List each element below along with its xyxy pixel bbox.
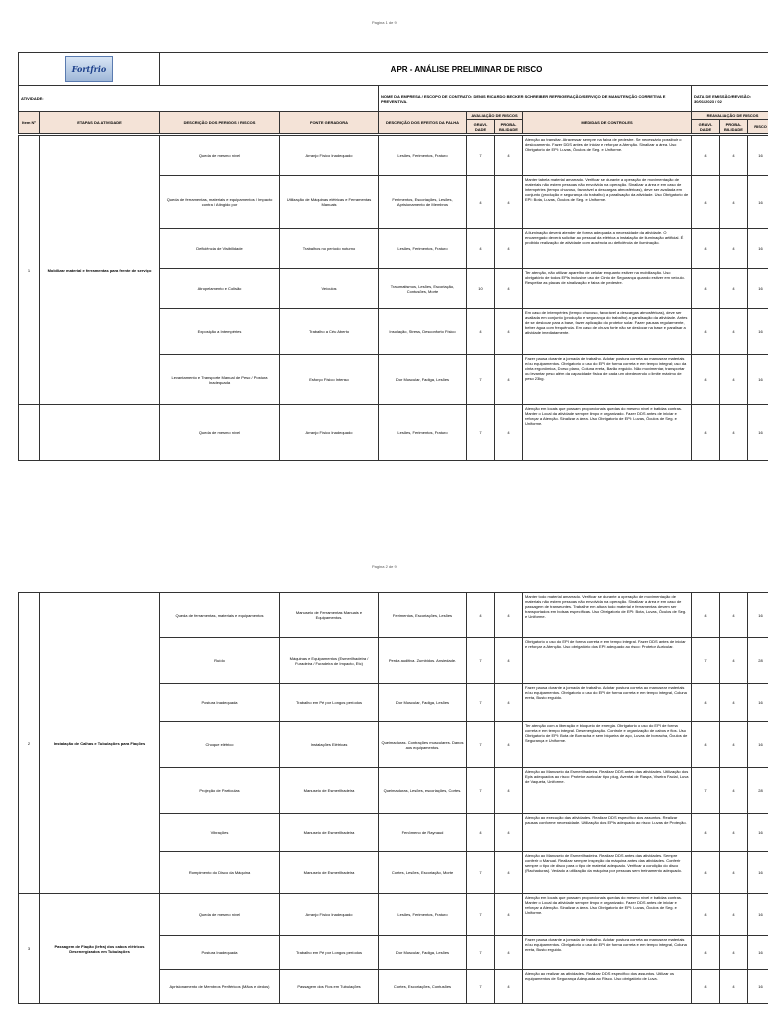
col-item: Item Nº (19, 112, 40, 134)
risco-cell: 16 (748, 355, 768, 405)
perigo-cell: Projeção de Partículas (160, 768, 280, 814)
col-fonte: FONTE GERADORA (280, 112, 379, 134)
fonte-cell: Instalações Elétricas (280, 722, 379, 768)
efeitos-cell: Dor Muscular, Fadiga, Lesões (379, 684, 467, 722)
perigo-cell: Rompimento do Disco da Máquina (160, 852, 280, 894)
perigo-cell: Queda de ferramentas, materiais e equipamentos (160, 593, 280, 638)
risco-cell: 16 (748, 894, 768, 936)
apr-header-table (18, 52, 768, 134)
risco-cell: 16 (748, 684, 768, 722)
gravidade2-cell: 4 (692, 269, 720, 309)
probabilidade2-cell: 4 (720, 768, 748, 814)
probabilidade-cell: 4 (495, 722, 523, 768)
col-gravidade-2: GRAVI-DADE (692, 120, 720, 134)
risco-cell: 16 (748, 176, 768, 229)
gravidade2-cell: 4 (692, 722, 720, 768)
item-number: 1 (19, 136, 40, 405)
risco-cell: 28 (748, 638, 768, 684)
gravidade2-cell: 4 (692, 136, 720, 176)
risco-cell: 28 (748, 768, 768, 814)
probabilidade2-cell: 4 (720, 593, 748, 638)
probabilidade-cell: 4 (495, 894, 523, 936)
perigo-cell: Choque elétrico (160, 722, 280, 768)
efeitos-cell: Perda auditiva. Zumbidos. Ansiedade. (379, 638, 467, 684)
probabilidade-cell: 4 (495, 176, 523, 229)
medidas-cell: Manter todo material amarrado. Verificar se durante a operação de movimentação de materiais não estem pessoas não envolvida na operação. Sinalizar a área e em caso de passagem de transeuntes. Trabalhe em altura todo material e ferramentas devem ser transportados em bolsas específicas. Uso Obrigatorio de EPI: Bota, Luvas, Óculos de Seg. e Uniforme. (523, 593, 692, 638)
risco-cell: 16 (748, 269, 768, 309)
gravidade2-cell: 7 (692, 638, 720, 684)
col-perigos: DESCRIÇÃO DOS PERIGOS / RISCOS (160, 112, 280, 134)
probabilidade2-cell: 4 (720, 894, 748, 936)
medidas-cell: Atenção ao execução das atividades. Realizar DDS específico dos assuntos. Realizar pausas conforme necessidade. Utilização dos EPIs adequado ao risco: Luvas de Proteção. (523, 814, 692, 852)
gravidade-cell: 7 (467, 936, 495, 970)
gravidade-cell: 7 (467, 355, 495, 405)
probabilidade2-cell: 4 (720, 355, 748, 405)
probabilidade2-cell: 4 (720, 229, 748, 269)
probabilidade-cell: 4 (495, 593, 523, 638)
document-title: APR - ANÁLISE PRELIMINAR DE RISCO (160, 53, 768, 86)
probabilidade2-cell: 4 (720, 970, 748, 1004)
gravidade2-cell: 4 (692, 852, 720, 894)
perigo-cell: Levantamento e Transporte Manual de Peso / Postura Inadequada (160, 355, 280, 405)
risco-cell: 16 (748, 970, 768, 1004)
gravidade2-cell: 4 (692, 309, 720, 355)
perigo-cell: Queda de ferramentas, materiais e equipamentos / Impacto contra / Atingido por (160, 176, 280, 229)
table-row (19, 405, 768, 461)
efeitos-cell: Dor Muscular, Fadiga, Lesões (379, 355, 467, 405)
probabilidade-cell: 4 (495, 355, 523, 405)
gravidade2-cell: 4 (692, 229, 720, 269)
medidas-cell: Atenção em locais que possam proporcionais quedas do mesmo nível e batidas contras. Manter o Local da atividade sempre limpo e organizado. Fazer DDS antes de iniciar e reforçar a Atenção. Sinalizar a área. Uso Obrigatorio de EPI: Luvas, Óculos de Seg. e Uniforme. (523, 894, 692, 936)
fonte-cell: Manuseio de Esmerilhadeira (280, 814, 379, 852)
medidas-cell: Atenção ao Manuseio da Esmerilhadeira. Realizar DDS antes das atividades. Utilização dos Epis adequados ao risco: Protetor auricular tipo plug, Avental de Raspa, Viseira Facial, Luva de Vaqueta, Uniforme. (523, 768, 692, 814)
probabilidade-cell: 4 (495, 136, 523, 176)
perigo-cell: Queda de mesmo nível (160, 136, 280, 176)
probabilidade-cell: 4 (495, 269, 523, 309)
fonte-cell: Trabalho a Céu Aberto (280, 309, 379, 355)
medidas-cell: Fazer pausa durante a jornada de trabalho. Adotar postura correta ao manusear materiais e/ou equipamentos. Obrigatorio o uso do EPI de forma correta e em tempo integral; uso da cinta ergonômica, Dorso plano, Coluna ereta, Barão erguido. Não movimentar, transportar ou levantar peso além da capacidade física de cada um obedecendo o limite máximo de peso 23kg. (523, 355, 692, 405)
efeitos-cell: Traumatismos, Lesões, Escoriação, Contusões, Morte (379, 269, 467, 309)
medidas-cell: Atenção ao transitar. Atravessar sempre na faixa de pedestre. Se necessário possibuir o deslocamento. Fazer DDS antes de iniciar e reforçar a Atenção. Sinalizar a área. Uso Obrigatorio de EPI: Luvas, Óculos de Seg. e Uniforme. (523, 136, 692, 176)
perigo-cell: Postura Inadequada (160, 684, 280, 722)
efeitos-cell: Ferimentos, Escoriações, Lesões, Aprisionamento de Membros (379, 176, 467, 229)
probabilidade2-cell: 4 (720, 722, 748, 768)
perigo-cell: Queda de mesmo nível (160, 894, 280, 936)
probabilidade2-cell: 4 (720, 936, 748, 970)
gravidade2-cell: 4 (692, 405, 720, 461)
item-number: 2 (19, 593, 40, 894)
perigo-cell: Aprisionamento de Membros Periféricos (Mãos e dedos) (160, 970, 280, 1004)
gravidade-cell: 7 (467, 970, 495, 1004)
gravidade-cell: 7 (467, 852, 495, 894)
fonte-cell: Arranjo Físico Inadequado (280, 405, 379, 461)
table-row (19, 593, 768, 638)
col-probabilidade-2: PROBA-BILIDADE (720, 120, 748, 134)
gravidade-cell: 4 (467, 593, 495, 638)
efeitos-cell: Queimaduras, Lesões, escoriações, Cortes. (379, 768, 467, 814)
fonte-cell: Arranjo Físico Inadequado (280, 894, 379, 936)
medidas-cell: Atenção ao Manuseio de Esmerilhadeira. Realizar DDS antes das atividades. Sempre conferir o Manual. Realizar sempre inspeção da máquina antes das atividades. Conferir sempre o tipo de disco para o tipo de material adequado. Verificar a condição do disco (Rachaduras). Vedado a utilização da máquina por pessoas sem treinamento adequado. (523, 852, 692, 894)
perigo-cell: Atropelamento e Colisão (160, 269, 280, 309)
risco-cell: 16 (748, 936, 768, 970)
risco-cell: 16 (748, 136, 768, 176)
logo-cell (19, 53, 160, 86)
probabilidade-cell: 4 (495, 852, 523, 894)
apr-table-page1 (18, 135, 768, 461)
fonte-cell: Manuseio de Esmerilhadeira (280, 852, 379, 894)
efeitos-cell: Lesões, Ferimentos, Fraturo (379, 229, 467, 269)
gravidade2-cell: 4 (692, 355, 720, 405)
fonte-cell: Trabalho em Pé por Longos períodos (280, 936, 379, 970)
gravidade-cell: 7 (467, 405, 495, 461)
gravidade2-cell: 4 (692, 593, 720, 638)
fonte-cell: Utilização de Máquinas elétricas e Ferramentas Manuais (280, 176, 379, 229)
probabilidade2-cell: 4 (720, 136, 748, 176)
gravidade-cell: 7 (467, 768, 495, 814)
perigo-cell: Ruído (160, 638, 280, 684)
perigo-cell: Queda de mesmo nível (160, 405, 280, 461)
perigo-cell: Postura Inadequada (160, 936, 280, 970)
etapa-label: Passagem de Fiação (lefra) dos cabos elétricos Desenergizados em Tubulações (40, 894, 160, 1004)
col-medidas: MEDIDAS DE CONTROLES (523, 112, 692, 134)
col-gravidade: GRAVI-DADE (467, 120, 495, 134)
medidas-cell: Fazer pausa durante a jornada de trabalho. Adotar postura correta ao manusear materiais e/ou equipamentos. Obrigatorio o uso do EPI de forma correta e em tempo integral, Coluna ereta, Busto erguido. (523, 684, 692, 722)
perigo-cell: Deficiência de Visibilidade (160, 229, 280, 269)
risco-cell: 16 (748, 814, 768, 852)
apr-table-page2 (18, 592, 768, 1004)
efeitos-cell: Fenômeno de Raynaud (379, 814, 467, 852)
efeitos-cell: Insolação, Stress, Desconforto Físico (379, 309, 467, 355)
probabilidade2-cell: 4 (720, 852, 748, 894)
probabilidade-cell: 4 (495, 309, 523, 355)
gravidade-cell: 4 (467, 229, 495, 269)
fonte-cell: Esforço Físico Intenso (280, 355, 379, 405)
gravidade2-cell: 4 (692, 176, 720, 229)
probabilidade2-cell: 4 (720, 309, 748, 355)
medidas-cell: Manter tabela material amarrado. Verificar se durante a operação de movimentação de materiais não estem pessoas não envolvida na operação. Sinalizar a área e em caso de intempéries (tempo chuvoso, favorável a descargas atmosféricas), deve ser avaliada em conjunto (produção e segurança do trabalho) a paralisação da atividade. Uso Obrigatorio de EPI: Bota, Luvas, Óculos de Seg. e Uniforme. (523, 176, 692, 229)
table-row (19, 136, 768, 176)
efeitos-cell: Dor Muscular, Fadiga, Lesões (379, 936, 467, 970)
probabilidade-cell: 4 (495, 768, 523, 814)
probabilidade-cell: 4 (495, 814, 523, 852)
gravidade-cell: 4 (467, 176, 495, 229)
medidas-cell: Obrigatorio o uso do EPI de forma correta e em tempo integral. Fazer DDS antes de iniciar e reforçar a Atenção. Uso obrigatório dos EPI adequado ao risco: Protetor Auricular. (523, 638, 692, 684)
efeitos-cell: Queimaduras. Contrações musculares. Danos aos equipamentos. (379, 722, 467, 768)
probabilidade2-cell: 4 (720, 638, 748, 684)
atividade-label: ATIVIDADE: (19, 86, 379, 112)
fonte-cell: Passagem dos Fios em Tubulações (280, 970, 379, 1004)
item-number (19, 405, 40, 461)
page-number-label: Pagina 1 de 9 (372, 20, 397, 25)
etapa-label (40, 405, 160, 461)
medidas-cell: A iluminação deverá atender de forma adequada a necessidade da atividade. O encarregado deverá solicitar ao pessoal da elétrica a instalação de iluminação artificial. É proibido realização de atividade com ausência ou deficiência de iluminação. (523, 229, 692, 269)
gravidade2-cell: 7 (692, 768, 720, 814)
col-reavaliacao: REAVALIAÇÃO DE RISCOS (692, 112, 768, 120)
gravidade-cell: 7 (467, 894, 495, 936)
fonte-cell: Máquinas e Equipamentos (Esmerilhadeira / Furadeira / Furadeira de Impacto, Etc) (280, 638, 379, 684)
probabilidade2-cell: 4 (720, 405, 748, 461)
medidas-cell: Atenção em locais que possam proporcionais quedas do mesmo nível e batidas contras. Manter o Local da atividade sempre limpo e organizado. Fazer DDS antes de iniciar e reforçar a Atenção. Sinalizar a área. Uso Obrigatorio de EPI: Luvas, Óculos de Seg. e Uniforme. (523, 405, 692, 461)
col-probabilidade: PROBA-BILIDADE (495, 120, 523, 134)
gravidade2-cell: 4 (692, 814, 720, 852)
fonte-cell: Trabalhos no período noturno (280, 229, 379, 269)
efeitos-cell: Lesões, Ferimentos, Fraturo (379, 405, 467, 461)
medidas-cell: Em caso de intempéries (tempo chuvoso, favorável a descargas atmosféricas), deve ser avaliada em conjunto (produção e segurança do trabalho) a paralisação da atividade. Antes de se deslocar para a base, fazer aplicação do protetor solar. Fazer pausas regularmente, beber água com frequência. Em caso de chuva forte não se deslocar na base e paralisar a atividade imediatamente. (523, 309, 692, 355)
probabilidade2-cell: 4 (720, 814, 748, 852)
risco-cell: 16 (748, 309, 768, 355)
gravidade2-cell: 4 (692, 684, 720, 722)
etapa-label: Mobilizar material e ferramentas para frente de serviço (40, 136, 160, 405)
medidas-cell: Fazer pausa durante a jornada de trabalho. Adotar postura correta ao manusear materiais e/ou equipamentos. Obrigatorio o uso do EPI de forma correta e em tempo integral, Coluna ereta, Busto erguido. (523, 936, 692, 970)
item-number: 3 (19, 894, 40, 1004)
risco-cell: 16 (748, 722, 768, 768)
efeitos-cell: Cortes, Escoriações, Contusões (379, 970, 467, 1004)
gravidade-cell: 7 (467, 638, 495, 684)
medidas-cell: Ter atenção, não utilizar aparelho de celular enquanto estiver na mobilização. Uso obrigatório de todos EPIs inclusive uso de Cinto de Segurança quando estiver em veículo. Respeitar as placas de sinalização e faixa de pedestre. (523, 269, 692, 309)
etapa-label: Instalação de Calhas e Tubulações para Fiações (40, 593, 160, 894)
col-avaliacao: AVALIAÇÃO DE RISCOS (467, 112, 523, 120)
gravidade2-cell: 4 (692, 894, 720, 936)
probabilidade2-cell: 4 (720, 269, 748, 309)
gravidade-cell: 4 (467, 309, 495, 355)
probabilidade-cell: 4 (495, 684, 523, 722)
probabilidade-cell: 4 (495, 970, 523, 1004)
risco-cell: 16 (748, 852, 768, 894)
efeitos-cell: Cortes, Lesões, Escoriação, Morte (379, 852, 467, 894)
emission-date: DATA DE EMISSÃO/REVISÃO: 30/01/2023 / 02 (692, 86, 768, 112)
col-etapas: ETAPAS DA ATIVIDADE (40, 112, 160, 134)
probabilidade-cell: 4 (495, 229, 523, 269)
probabilidade-cell: 4 (495, 405, 523, 461)
fonte-cell: Trabalho em Pé por Longos períodos (280, 684, 379, 722)
table-row (19, 894, 768, 936)
fonte-cell: Arranjo Físico Inadequado (280, 136, 379, 176)
efeitos-cell: Lesões, Ferimentos, Fraturo (379, 136, 467, 176)
page-number-label: Pagina 2 de 9 (372, 564, 397, 569)
medidas-cell: Atenção ao realizar as atividades. Realizar DDS específico dos assuntos. Utilizar os equipamentos de Segurança Adequada ao Risco. Uso obrigatório de Luva. (523, 970, 692, 1004)
col-efeitos: DESCRIÇÃO DOS EFEITOS DA FALHA (379, 112, 467, 134)
probabilidade2-cell: 4 (720, 684, 748, 722)
perigo-cell: Vibrações (160, 814, 280, 852)
medidas-cell: Ter atenção com a liberação e bloqueio de energia. Obrigatorio o uso do EPI de forma correta e em tempo integral. Desenergização. Controle e organização de cabos e fios. Uso Obrigatorio de EPI: Bota de Borracha e sem biqueira de aço, Luvas de borracha, Óculos de Segurança e Uniforme. (523, 722, 692, 768)
gravidade-cell: 7 (467, 136, 495, 176)
probabilidade2-cell: 4 (720, 176, 748, 229)
efeitos-cell: Lesões, Ferimentos, Fraturo (379, 894, 467, 936)
gravidade-cell: 7 (467, 722, 495, 768)
gravidade2-cell: 4 (692, 936, 720, 970)
company-scope: NOME DA EMPRESA / ESCOPO DE CONTRATO: DENIS RICARDO BECKER SCHREIBER REFRIGERAÇÃO/SERVIÇO DE MANUTENÇÃO CORRETIVA E PREVENTIVA. (379, 86, 692, 112)
fonte-cell: Manuseio de Ferramentas Manuais e Equipamentos. (280, 593, 379, 638)
gravidade-cell: 4 (467, 814, 495, 852)
risco-cell: 16 (748, 593, 768, 638)
risco-cell: 16 (748, 229, 768, 269)
efeitos-cell: Ferimentos, Escoriações, Lesões (379, 593, 467, 638)
risco-cell: 16 (748, 405, 768, 461)
col-risco: RISCO (748, 120, 768, 134)
perigo-cell: Exposição a Intempéries (160, 309, 280, 355)
company-logo: Fortfrio (65, 56, 113, 82)
gravidade-cell: 10 (467, 269, 495, 309)
fonte-cell: Manuseio de Esmerilhadeira (280, 768, 379, 814)
fonte-cell: Veículos (280, 269, 379, 309)
probabilidade-cell: 4 (495, 936, 523, 970)
probabilidade-cell: 4 (495, 638, 523, 684)
gravidade2-cell: 4 (692, 970, 720, 1004)
gravidade-cell: 7 (467, 684, 495, 722)
